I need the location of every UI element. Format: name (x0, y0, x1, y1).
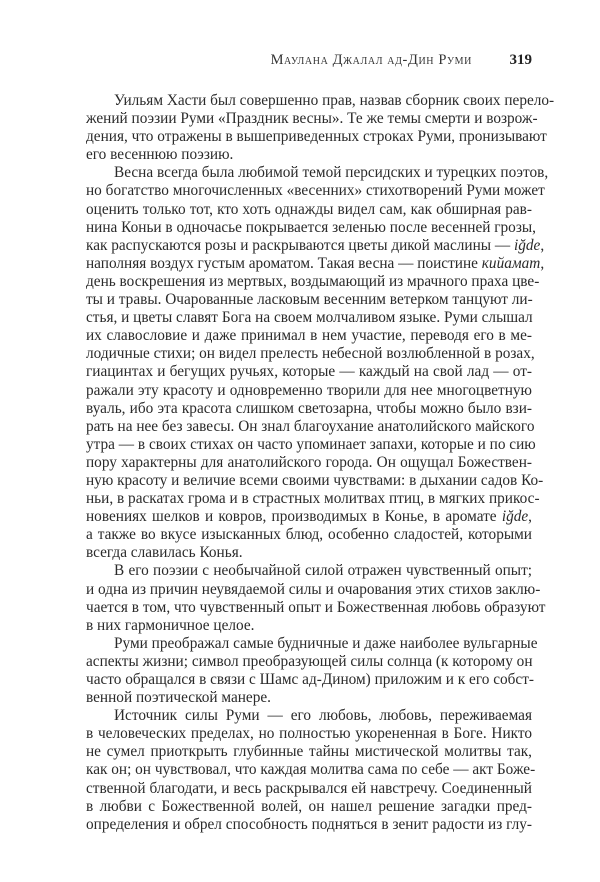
page-number: 319 (509, 52, 532, 68)
text-line: утра — в своих стихах он часто упоминает запахи, которые и по сию (86, 435, 536, 453)
text-line: лодичные стихи; он видел прелесть небесной возлюбленной в розах, (86, 345, 535, 363)
text-line: гиацинтах и бегущих ручьях, которые — каждый на свой лад — от- (86, 363, 532, 381)
text-line: оценить только тот, кто хоть однажды видел сам, как обширная рав- (86, 200, 532, 218)
italic-term: кийамат (481, 254, 541, 272)
text-line: в человеческих пределах, но полностью укорененная в Боге. Никто (86, 725, 532, 743)
text-line: ственной благодати, и весь раскрывался ей навстречу. Соединенный (86, 779, 532, 797)
paragraph (86, 164, 549, 562)
text-line: в них гармоничное целое. (86, 616, 255, 634)
paragraph (86, 707, 536, 834)
text-line: ньи, в раскатах грома и в страстных молитвах птиц, в мягких прикос- (86, 490, 540, 508)
text-line: жений поэзии Руми «Праздник весны». Те же темы смерти и возрож- (86, 110, 538, 128)
body-text (86, 92, 555, 834)
text-line: Весна всегда была любимой темой персидских и турецких поэтов, (114, 164, 549, 182)
text-line: а также во вкусе изысканных блюд, особенно сладостей, которыми (86, 526, 532, 544)
text-line: В его поэзии с необычайной силой отражен чувственный опыт; (114, 562, 532, 580)
text-line: дения, что отражены в вышеприведенных строках Руми, пронизывают (86, 128, 547, 146)
text-line: рать на нее без завесы. Он знал благоухание анатолийского майского (86, 417, 535, 435)
text-line: нина Коньи в одночасье покрывается зеленью после весенней грозы, (86, 218, 536, 236)
text-line: ражали эту красоту и одновременно творили для нее многоцветную (86, 381, 532, 399)
italic-term: iğde (514, 236, 541, 254)
text-line: новениях шелков и ковров, производимых в Конье, в аромате iğde, (86, 508, 532, 526)
text-line: в любви с Божественной волей, он нашел решение загадки пред- (86, 797, 532, 815)
text-line: часто обращался в связи с Шамс ад-Дином) приложим и к его собст- (86, 671, 534, 688)
page-header (86, 52, 532, 72)
text-line: аспекты жизни; символ преобразующей силы солнца (к которому он (86, 652, 533, 670)
text-line: день воскрешения из мертвых, воздымающий из мрачного праха цве- (86, 272, 540, 290)
text-line: всегда славилась Конья. (86, 544, 243, 562)
text-line: венной поэтической манере. (86, 689, 271, 707)
text-line: пору характерны для анатолийского города. Он ощущал Божествен- (86, 453, 532, 471)
text-line: Руми преображал самые будничные и даже наиболее вульгарные (114, 634, 538, 652)
text-line: как он; он чувствовал, что каждая молитва сама по себе — акт Боже- (86, 761, 536, 779)
text-line: не сумел приоткрыть глубинные тайны мистической молитвы так, (86, 743, 532, 761)
text-line: но богатство многочисленных «весенних» стихотворений Руми может (86, 182, 545, 200)
text-line: наполняя воздух густым ароматом. Такая весна — поистине кийамат, (86, 254, 545, 272)
text-line: ты и травы. Очарованные ласковым весенним ветерком танцуют ли- (86, 291, 533, 309)
text-line: определения и обрел способность подняться в зенит радости из глу- (86, 815, 532, 833)
paragraph (86, 562, 546, 634)
text-line: стья, и цветы славят Бога на своем молчаливом языке. Руми слышал (86, 309, 533, 327)
text-line: ную красоту и величие всеми своими чувствами: в дыхании садов Ко- (86, 471, 544, 489)
running-title: Маулана Джалал ад-Дин Руми (270, 52, 472, 68)
italic-term: iğde (501, 508, 529, 526)
text-line: Уильям Хасти был совершенно прав, назвав сборник своих перело- (114, 92, 555, 109)
text-line: их славословие и даже принимал в нем участие, переводя его в ме- (86, 327, 532, 345)
text-line: вуаль, ибо эта красота слишком светозарна, чтобы можно было взи- (86, 399, 532, 417)
text-line: и одна из причин неувядаемой силы и очарования этих стихов заклю- (86, 580, 541, 598)
text-line: Источник силы Руми — его любовь, любовь, переживаемая (114, 707, 532, 725)
text-line: чается в том, что чувственный опыт и Божественная любовь образуют (86, 598, 546, 616)
text-line: как распускаются розы и раскрываются цветы дикой маслины — iğde, (86, 236, 545, 254)
paragraph (86, 92, 555, 164)
text-line: его весеннюю поэзию. (86, 146, 234, 164)
paragraph (86, 634, 538, 707)
